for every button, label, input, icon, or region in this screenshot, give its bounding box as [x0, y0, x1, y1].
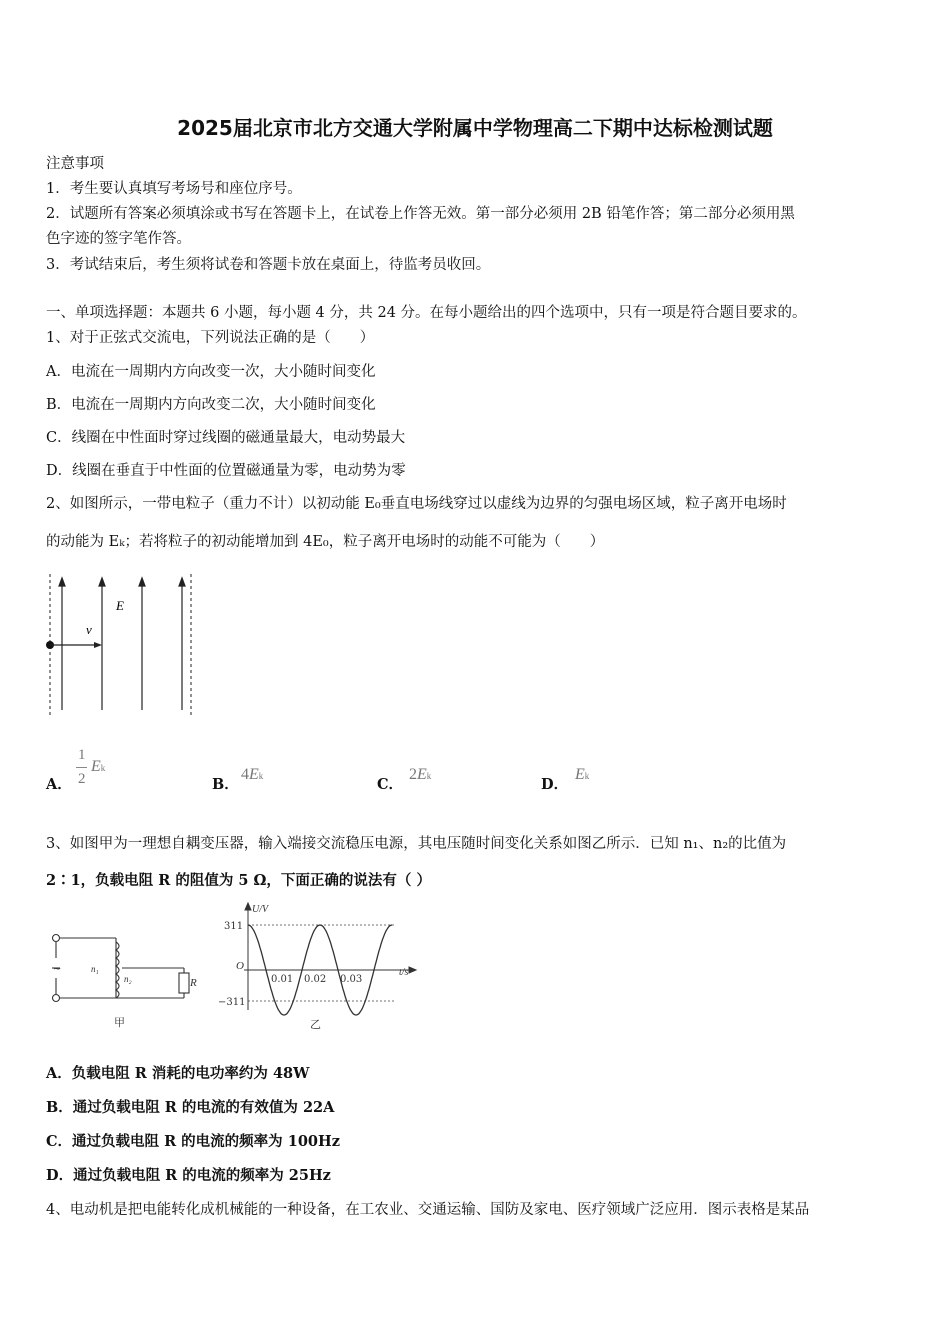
- x-tick: 0.02: [304, 974, 327, 985]
- graph-caption: 乙: [310, 1018, 321, 1031]
- n1-label: n₁: [91, 964, 99, 974]
- resistor-label: R: [190, 977, 197, 989]
- q1-option-b: B．电流在一周期内方向改变二次，大小随时间变化: [46, 397, 376, 413]
- fraction-numerator: 1: [78, 747, 86, 763]
- y-tick-min: −311: [218, 997, 246, 1008]
- field-label: E: [116, 598, 124, 613]
- notice-item: 1．考生要认真填写考场号和座位序号。: [46, 181, 302, 197]
- circuit-caption: 甲: [114, 1016, 125, 1029]
- section-heading: 一、单项选择题：本题共 6 小题，每小题 4 分，共 24 分。在每小题给出的四个选项中，只有一项是符合题目要求的。: [46, 305, 807, 321]
- notice-item: 色字迹的签字笔作答。: [46, 231, 191, 247]
- transformer-circuit: [44, 928, 204, 1032]
- fraction-denominator: 2: [78, 771, 86, 787]
- y-tick-origin: O: [236, 960, 244, 972]
- q2-option-b-letter: B．: [212, 776, 239, 793]
- q2-option-a-value: Ek: [91, 758, 106, 775]
- q2-option-a-letter: A．: [46, 776, 72, 793]
- q1-option-d: D．线圈在垂直于中性面的位置磁通量为零，电动势为零: [46, 463, 406, 479]
- y-tick-max: 311: [224, 921, 244, 932]
- q3-option-d: D．通过负载电阻 R 的电流的频率为 25Hz: [46, 1167, 331, 1184]
- source-symbol: ~: [53, 964, 62, 975]
- n2-label: n₂: [124, 974, 132, 984]
- q2-option-d-letter: D．: [541, 776, 569, 793]
- electric-field-figure: [40, 570, 200, 720]
- x-tick: 0.01: [271, 974, 294, 985]
- q2-option-c-value: 2Ek: [409, 766, 432, 783]
- q3-option-a: A．负载电阻 R 消耗的电功率约为 48W: [46, 1065, 310, 1082]
- fraction-bar: [76, 767, 87, 768]
- voltage-graph: [216, 900, 426, 1035]
- q4-stem-line1: 4、电动机是把电能转化成机械能的一种设备，在工农业、交通运输、国防及家电、医疗领域广泛应用．图示表格是某品: [46, 1202, 810, 1218]
- velocity-label: v: [86, 622, 92, 637]
- q3-option-b: B．通过负载电阻 R 的电流的有效值为 22A: [46, 1099, 335, 1116]
- q1-option-a: A．电流在一周期内方向改变一次，大小随时间变化: [46, 364, 376, 380]
- q3-option-c: C．通过负载电阻 R 的电流的频率为 100Hz: [46, 1133, 340, 1150]
- notice-item: 3．考试结束后，考生须将试卷和答题卡放在桌面上，待监考员收回。: [46, 257, 491, 273]
- q2-option-d-value: Ek: [575, 766, 590, 783]
- notice-item: 2．试题所有答案必须填涂或书写在答题卡上，在试卷上作答无效。第一部分必须用 2B 铅笔作答；第二部分必须用黑: [46, 206, 795, 222]
- x-tick: 0.03: [340, 974, 363, 985]
- q2-option-c-letter: C．: [377, 776, 404, 793]
- y-axis-label: U/V: [252, 904, 269, 915]
- notice-heading: 注意事项: [46, 156, 104, 172]
- q1-stem: 1、对于正弦式交流电，下列说法正确的是（ ）: [46, 330, 375, 346]
- q2-stem-line1: 2、如图所示，一带电粒子（重力不计）以初动能 E₀垂直电场线穿过以虚线为边界的匀强电场区域，粒子离开电场时: [46, 496, 787, 512]
- q2-option-b-value: 4Ek: [241, 766, 264, 783]
- q1-option-c: C．线圈在中性面时穿过线圈的磁通量最大，电动势最大: [46, 430, 406, 446]
- q3-stem-line2: 2∶1，负载电阻 R 的阻值为 5 Ω，下面正确的说法有（ ）: [46, 872, 431, 889]
- q2-stem-line2: 的动能为 Eₖ；若将粒子的初动能增加到 4E₀，粒子离开电场时的动能不可能为（ ）: [46, 534, 605, 550]
- x-axis-label: t/s: [399, 967, 409, 978]
- q3-stem-line1: 3、如图甲为一理想自耦变压器，输入端接交流稳压电源，其电压随时间变化关系如图乙所示．已知 n₁、n₂的比值为: [46, 836, 787, 852]
- page-title: 2025届北京市北方交通大学附属中学物理高二下期中达标检测试题: [177, 116, 773, 140]
